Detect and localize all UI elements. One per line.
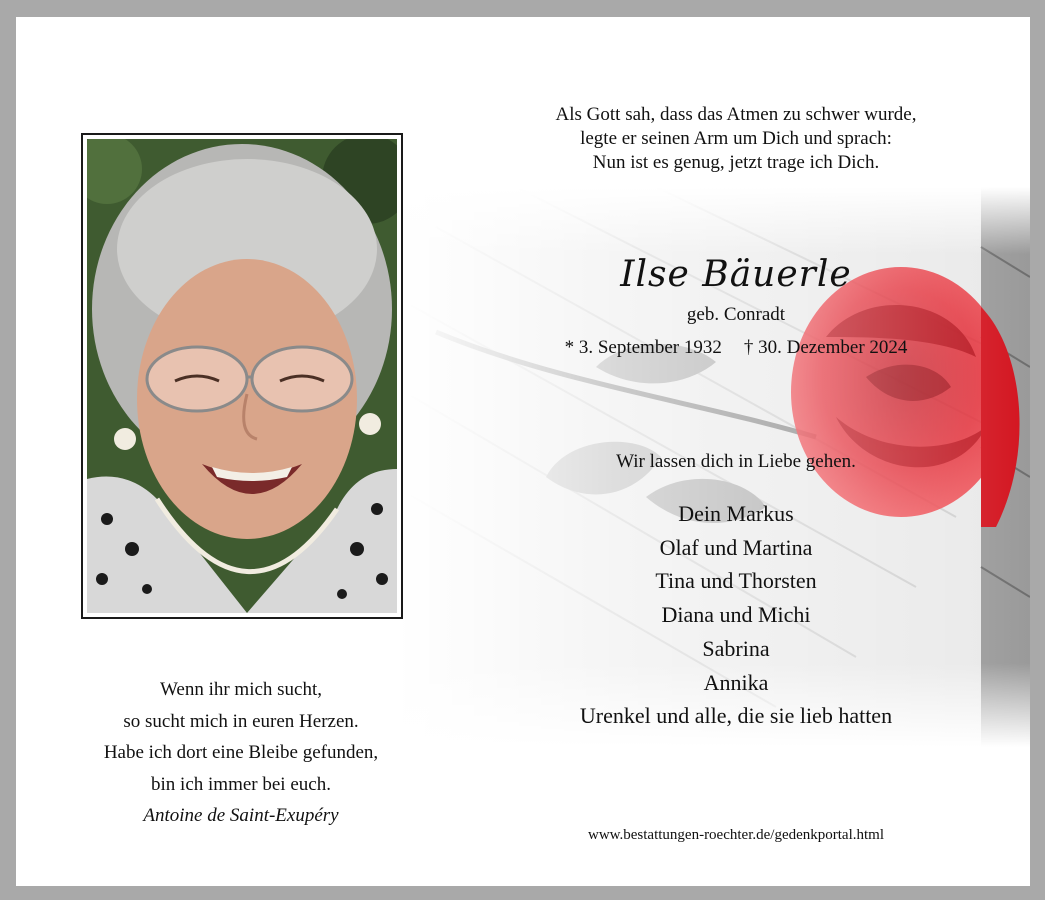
verse-line: Nun ist es genug, jetzt trage ich Dich. xyxy=(592,152,880,173)
death-date: † 30. Dezember 2024 xyxy=(743,337,908,358)
poem-line: Habe ich dort eine Bleibe gefunden, xyxy=(103,742,379,763)
family-member: Tina und Thorsten xyxy=(655,568,817,594)
family-member: Urenkel und alle, die sie lieb hatten xyxy=(579,703,893,729)
poem-line: bin ich immer bei euch. xyxy=(151,773,331,795)
family-member: Sabrina xyxy=(702,635,770,661)
farewell-line: Wir lassen dich in Liebe gehen. xyxy=(616,451,856,472)
birth-date: * 3. September 1932 xyxy=(564,337,722,358)
family-member: Diana und Michi xyxy=(661,602,811,628)
portrait-photo xyxy=(87,139,397,613)
top-verse xyxy=(446,103,1026,175)
verse-line: legte er seinen Arm um Dich und sprach: xyxy=(580,128,892,149)
deceased-name: Ilse Bäuerle xyxy=(620,254,852,295)
poem-line: Wenn ihr mich sucht, xyxy=(159,679,323,700)
family-list xyxy=(486,497,986,733)
verse-line: Als Gott sah, dass das Atmen zu schwer wurde, xyxy=(555,104,917,125)
maiden-name: geb. Conradt xyxy=(686,304,786,325)
life-dates xyxy=(436,337,1030,359)
family-member: Olaf und Martina xyxy=(659,534,813,560)
portrait-frame xyxy=(81,133,403,619)
family-member: Annika xyxy=(703,669,769,695)
poem xyxy=(56,674,426,832)
family-member: Dein Markus xyxy=(678,501,794,526)
poem-line: so sucht mich in euren Herzen. xyxy=(123,710,359,732)
memorial-portal-url: www.bestattungen-roechter.de/gedenkportal.html xyxy=(587,827,884,843)
obituary-card xyxy=(16,17,1030,886)
poem-author: Antoine de Saint-Exupéry xyxy=(143,805,339,826)
